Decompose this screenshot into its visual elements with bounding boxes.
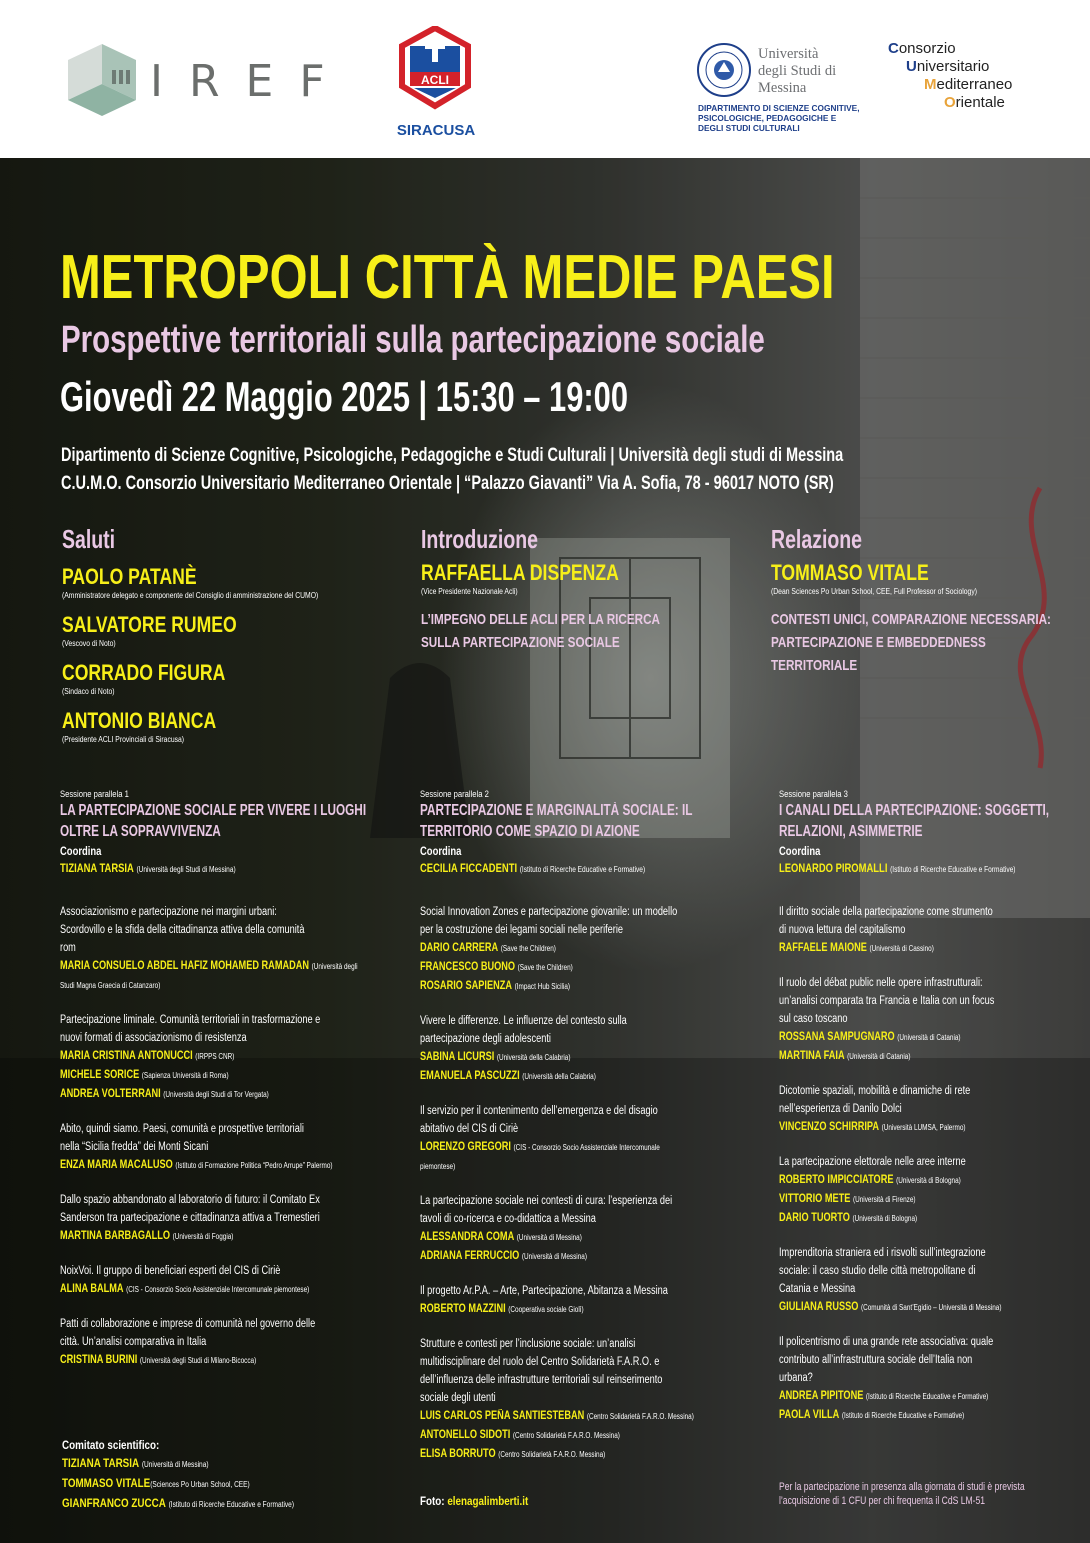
unime-seal [696, 42, 752, 98]
saluti-person-role: (Amministratore delegato e componente del Consiglio di amministrazione del CUMO) [62, 591, 319, 600]
saluti-person-name: CORRADO FIGURA [62, 660, 226, 685]
cfu-note-line: Per la partecipazione in presenza alla giornata di studi è prevista [779, 1481, 1025, 1493]
saluti-person-name: PAOLO PATANÈ [62, 564, 197, 589]
talk-speaker: ROBERTO IMPICCIATORE (Università di Bologna) [779, 1174, 961, 1186]
talk-title-line: multidisciplinare del ruolo del Centro Solidarietà F.A.R.O. e [420, 1356, 660, 1368]
talk [779, 974, 1079, 1066]
talk-speaker: ALESSANDRA COMA (Università di Messina) [420, 1231, 582, 1243]
introduzione-speaker: RAFFAELLA DISPENZA [421, 560, 619, 585]
introduzione-column [421, 522, 727, 654]
talk [779, 903, 1079, 958]
talk [779, 1244, 1079, 1317]
saluti-person-role: (Presidente ACLI Provinciali di Siracusa) [62, 735, 185, 744]
event-title [60, 242, 1041, 314]
session-title [60, 800, 367, 842]
session-title-line: RELAZIONI, ASIMMETRIE [779, 823, 923, 840]
talk-title-line: Il servizio per il contenimento dell’emergenza e del disagio [420, 1105, 658, 1117]
unime-name-line: degli Studi di [758, 63, 837, 79]
acli-badge-text: ACLI [421, 73, 449, 87]
talk-speaker: ANDREA VOLTERRANI (Università degli Studi di Tor Vergata) [60, 1088, 269, 1100]
saluti-person [62, 660, 363, 698]
venue-line-1 [61, 444, 1086, 468]
cumo-line: Universitario [906, 58, 990, 75]
committee-member: TIZIANA TARSIA (Università di Messina) [62, 1456, 209, 1470]
talk [60, 903, 360, 995]
talk-title-line: nell’esperienza di Danilo Dolci [779, 1103, 902, 1115]
acli-logo [390, 26, 480, 116]
talk-speaker: FRANCESCO BUONO (Save the Children) [420, 961, 573, 973]
cfu-note-line: l’acquisizione di 1 CFU per chi frequenta il CdS LM-51 [779, 1495, 986, 1507]
event-subtitle-text: Prospettive territoriali sulla partecipazione sociale [61, 319, 765, 361]
talk [779, 1153, 1079, 1228]
saluti-person-role: (Sindaco di Noto) [62, 687, 115, 696]
talk [420, 1192, 720, 1266]
unime-name-line: Università [758, 46, 819, 62]
photo-credit-link[interactable]: elenagalimberti.it [447, 1494, 529, 1508]
talk-speaker: EMANUELA PASCUZZI (Università della Calabria) [420, 1070, 596, 1082]
talk-speaker: MARIA CONSUELO ABDEL HAFIZ MOHAMED RAMADAN (Università degli [60, 960, 358, 972]
talk [420, 1102, 720, 1176]
session-title-line: I CANALI DELLA PARTECIPAZIONE: SOGGETTI, [779, 802, 1050, 819]
introduzione-talk: L’IMPEGNO DELLE ACLI PER LA RICERCA SULLA PARTECIPAZIONE SOCIALE [421, 611, 660, 651]
talk-title-line: partecipazione degli adolescenti [420, 1033, 551, 1045]
talk-title-line: La partecipazione sociale nei contesti di cura: l’esperienza dei [420, 1195, 673, 1207]
talk-speaker: MICHELE SORICE (Sapienza Università di Roma) [60, 1069, 229, 1081]
unime-dept-line: PSICOLOGICHE, PEDAGOGICHE E [698, 113, 837, 123]
talk [60, 1120, 360, 1175]
unime-name [758, 46, 836, 97]
coordinator-label: Coordina [779, 846, 821, 858]
venue-line-2-text: C.U.M.O. Consorzio Universitario Mediterraneo Orientale | “Palazzo Giavanti” Via A. Sofia, 78 - 96017 NOTO (SR) [61, 473, 834, 494]
talk-title-line: Vivere le differenze. Le influenze del contesto sulla [420, 1015, 627, 1027]
parallel-session-1 [60, 788, 367, 1386]
event-date [60, 372, 833, 422]
talk-title-line: dell’influenza delle infrastrutture territoriali sul reinserimento [420, 1374, 663, 1386]
talk-title-line: di nuova lettura del capitalismo [779, 924, 906, 936]
coordinator-label: Coordina [420, 846, 462, 858]
committee-member: TOMMASO VITALE(Sciences Po Urban School, CEE) [62, 1476, 250, 1490]
saluti-person-name: ANTONIO BIANCA [62, 708, 217, 733]
photo-credit: Foto: elenagalimberti.it [420, 1494, 529, 1508]
saluti-person [62, 708, 363, 746]
talk-speaker: PAOLA VILLA (Istituto di Ricerche Educative e Formative) [779, 1409, 965, 1421]
talk-speaker: ROSSANA SAMPUGNARO (Università di Catania) [779, 1031, 961, 1043]
talk-speaker: SABINA LICURSI (Università della Calabria) [420, 1051, 571, 1063]
talk-title-line: Il diritto sociale della partecipazione come strumento [779, 906, 993, 918]
parallel-session-3 [779, 788, 1079, 1441]
poster-background [0, 158, 1090, 1543]
session-title [779, 800, 1079, 842]
saluti-person-role: (Vescovo di Noto) [62, 639, 116, 648]
talk-speaker: RAFFAELE MAIONE (Università di Cassino) [779, 942, 934, 954]
talk-title-line: Social Innovation Zones e partecipazione giovanile: un modello [420, 906, 678, 918]
introduzione-role: (Vice Presidente Nazionale Acli) [421, 587, 518, 596]
talk-speaker: MARTINA FAIA (Università di Catania) [779, 1050, 911, 1062]
talk-title-line: contributo all’infrastruttura sociale dell’Italia non [779, 1354, 973, 1366]
unime-dept-line: DIPARTIMENTO DI SCIENZE COGNITIVE, [698, 103, 860, 113]
talk-title-line: Strutture e contesti per l’inclusione sociale: un’analisi [420, 1338, 636, 1350]
cumo-line: Mediterraneo [924, 76, 1013, 93]
session-title-line: PARTECIPAZIONE E MARGINALITÀ SOCIALE: IL [420, 802, 693, 819]
talk-title-line: Catania e Messina [779, 1283, 856, 1295]
talk-title-line: sul caso toscano [779, 1013, 848, 1025]
talk-title-line: Il policentrismo di una grande rete associativa: quale [779, 1336, 994, 1348]
session-title-line: LA PARTECIPAZIONE SOCIALE PER VIVERE I LUOGHI [60, 802, 367, 819]
talk-title-line: NoixVoi. Il gruppo di beneficiari esperti del CIS di Ciriè [60, 1265, 281, 1277]
session-label: Sessione parallela 2 [420, 789, 489, 799]
talk [420, 1335, 720, 1464]
cumo-logo [888, 40, 1012, 112]
introduzione-heading: Introduzione [421, 524, 538, 554]
talk [60, 1191, 360, 1246]
relazione-role: (Dean Sciences Po Urban School, CEE, Full Professor of Sociology) [771, 587, 977, 596]
acli-emblem-icon [390, 26, 480, 110]
relazione-speaker: TOMMASO VITALE [771, 560, 929, 585]
talk-speaker: piemontese) [420, 1162, 456, 1171]
event-title-text: METROPOLI CITTÀ MEDIE PAESI [60, 243, 835, 312]
iref-logo [68, 44, 136, 116]
talk-title-line: un’analisi comparata tra Francia e Italia con un focus [779, 995, 995, 1007]
talk [779, 1333, 1079, 1425]
talk-speaker: LUIS CARLOS PEÑA SANTIESTEBAN (Centro Solidarietà F.A.R.O. Messina) [420, 1410, 694, 1422]
talk-title-line: Dicotomie spaziali, mobilità e dinamiche di rete [779, 1085, 971, 1097]
talk-title-line: La partecipazione elettorale nelle aree interne [779, 1156, 966, 1168]
talk-speaker: DARIO TUORTO (Università di Bologna) [779, 1212, 918, 1224]
talk [779, 1082, 1079, 1137]
unime-dept-line: DEGLI STUDI CULTURALI [698, 123, 800, 133]
talk-speaker: ANDREA PIPITONE (Istituto di Ricerche Educative e Formative) [779, 1390, 989, 1402]
session-label: Sessione parallela 1 [60, 789, 129, 799]
talk-title-line: sociale degli utenti [420, 1392, 496, 1404]
talk-title-line: Abito, quindi siamo. Paesi, comunità e prospettive territoriali [60, 1123, 304, 1135]
talk-title-line: Imprenditoria straniera ed i risvolti sull’integrazione [779, 1247, 986, 1259]
talk [60, 1011, 360, 1104]
venue-line-2 [61, 472, 1071, 496]
talk-title-line: città. Un’analisi comparativa in Italia [60, 1336, 207, 1348]
saluti-heading: Saluti [62, 524, 116, 554]
talk-speaker: MARIA CRISTINA ANTONUCCI (IRPPS CNR) [60, 1050, 235, 1062]
session-title-line: TERRITORIO COME SPAZIO DI AZIONE [420, 823, 640, 840]
talk-title-line: Partecipazione liminale. Comunità territoriali in trasformazione e [60, 1014, 321, 1026]
talk-speaker: ROBERTO MAZZINI (Cooperativa sociale Giolì) [420, 1303, 584, 1315]
talk-speaker: ALINA BALMA (CIS - Consorzio Socio Assistenziale Intercomunale piemontese) [60, 1283, 310, 1295]
iref-cube-icon [68, 44, 136, 116]
talk [60, 1262, 360, 1299]
saluti-column [62, 522, 363, 746]
talk-title-line: Associazionismo e partecipazione nei margini urbani: [60, 906, 277, 918]
talk-speaker: DARIO CARRERA (Save the Children) [420, 942, 556, 954]
unime-name-line: Messina [758, 80, 807, 96]
talk-speaker: Studi Magna Graecia di Catanzaro) [60, 981, 161, 990]
session-label: Sessione parallela 3 [779, 789, 848, 799]
talk-speaker: LORENZO GREGORI (CIS - Consorzio Socio Assistenziale Intercomunale [420, 1141, 660, 1153]
talk [60, 1315, 360, 1370]
cfu-note [779, 1480, 1090, 1508]
coordinator: LEONARDO PIROMALLI (Istituto di Ricerche Educative e Formative) [779, 863, 1016, 875]
committee [62, 1436, 345, 1514]
talk-title-line: Sanderson tra partecipazione e cittadinanza attiva a Tremestieri [60, 1212, 320, 1224]
event-subtitle [61, 318, 969, 362]
coordinator: TIZIANA TARSIA (Università degli Studi di Messina) [60, 863, 236, 875]
talk-title-line: Il ruolo del débat public nelle opere infrastrutturali: [779, 977, 983, 989]
session-title-line: OLTRE LA SOPRAVVIVENZA [60, 823, 221, 840]
cumo-line: Consorzio [888, 40, 956, 57]
parallel-session-2 [420, 788, 720, 1480]
talk-speaker: VITTORIO METE (Università di Firenze) [779, 1193, 916, 1205]
logo-header [0, 0, 1090, 158]
coordinator-label: Coordina [60, 846, 102, 858]
talk-title-line: urbana? [779, 1372, 813, 1384]
iref-wordmark: IREF [150, 56, 351, 107]
talk-title-line: per la costruzione dei legami sociali nelle periferie [420, 924, 624, 936]
talk-title-line: rom [60, 942, 76, 954]
committee-heading: Comitato scientifico: [62, 1438, 160, 1452]
acli-city: SIRACUSA [396, 122, 476, 139]
coordinator: CECILIA FICCADENTI (Istituto di Ricerche Educative e Formative) [420, 863, 646, 875]
talk-speaker: ANTONELLO SIDOTI (Centro Solidarietà F.A.R.O. Messina) [420, 1429, 620, 1441]
talk [420, 1012, 720, 1086]
saluti-person [62, 612, 363, 650]
relazione-talk: CONTESTI UNICI, COMPARAZIONE NECESSARIA: PARTECIPAZIONE E EMBEDDEDNESS TERRITORIALE [771, 611, 1051, 674]
talk-speaker: ROSARIO SAPIENZA (Impact Hub Sicilia) [420, 980, 571, 992]
unime-seal-icon [696, 42, 752, 98]
event-date-text: Giovedì 22 Maggio 2025 | 15:30 – 19:00 [60, 373, 629, 420]
cumo-line: Orientale [944, 94, 1005, 111]
saluti-person-name: SALVATORE RUMEO [62, 612, 237, 637]
talk-speaker: ELISA BORRUTO (Centro Solidarietà F.A.R.O. Messina) [420, 1448, 606, 1460]
talk-title-line: tavoli di co-ricerca e co-didattica a Messina [420, 1213, 596, 1225]
talk-speaker: GIULIANA RUSSO (Comunità di Sant’Egidio – Università di Messina) [779, 1301, 1002, 1313]
talk-speaker: MARTINA BARBAGALLO (Università di Foggia) [60, 1230, 234, 1242]
talk-speaker: VINCENZO SCHIRRIPA (Università LUMSA, Palermo) [779, 1121, 966, 1133]
talk-speaker: ADRIANA FERRUCCIO (Università di Messina) [420, 1250, 587, 1262]
talk-title-line: nella “Sicilia fredda” dei Monti Sicani [60, 1141, 209, 1153]
talk-title-line: Patti di collaborazione e imprese di comunità nel governo delle [60, 1318, 316, 1330]
committee-member: GIANFRANCO ZUCCA (Istituto di Ricerche Educative e Formative) [62, 1496, 295, 1510]
venue-line-1-text: Dipartimento di Scienze Cognitive, Psicologiche, Pedagogiche e Studi Culturali | Università degli studi di Messina [61, 445, 844, 466]
talk-speaker: ENZA MARIA MACALUSO (Istituto di Formazione Politica “Pedro Arrupe” Palermo) [60, 1159, 333, 1171]
talk [420, 1282, 720, 1319]
session-title [420, 800, 720, 842]
saluti-person [62, 564, 363, 602]
talk [420, 903, 720, 996]
talk-title-line: Scordovillo e la sfida della cittadinanza attiva della comunità [60, 924, 305, 936]
talk-title-line: Dallo spazio abbandonato al laboratorio di futuro: il Comitato Ex [60, 1194, 320, 1206]
relazione-column [771, 522, 1090, 677]
unime-department [698, 103, 860, 133]
relazione-heading: Relazione [771, 524, 863, 554]
talk-title-line: Il progetto Ar.P.A. – Arte, Partecipazione, Abitanza a Messina [420, 1285, 668, 1297]
talk-title-line: sociale: il caso studio delle città metropolitane di [779, 1265, 976, 1277]
talk-title-line: nuovi formati di associazionismo di resistenza [60, 1032, 247, 1044]
talk-speaker: CRISTINA BURINI (Università degli Studi di Milano-Bicocca) [60, 1354, 257, 1366]
talk-title-line: abitativo del CIS di Ciriè [420, 1123, 519, 1135]
